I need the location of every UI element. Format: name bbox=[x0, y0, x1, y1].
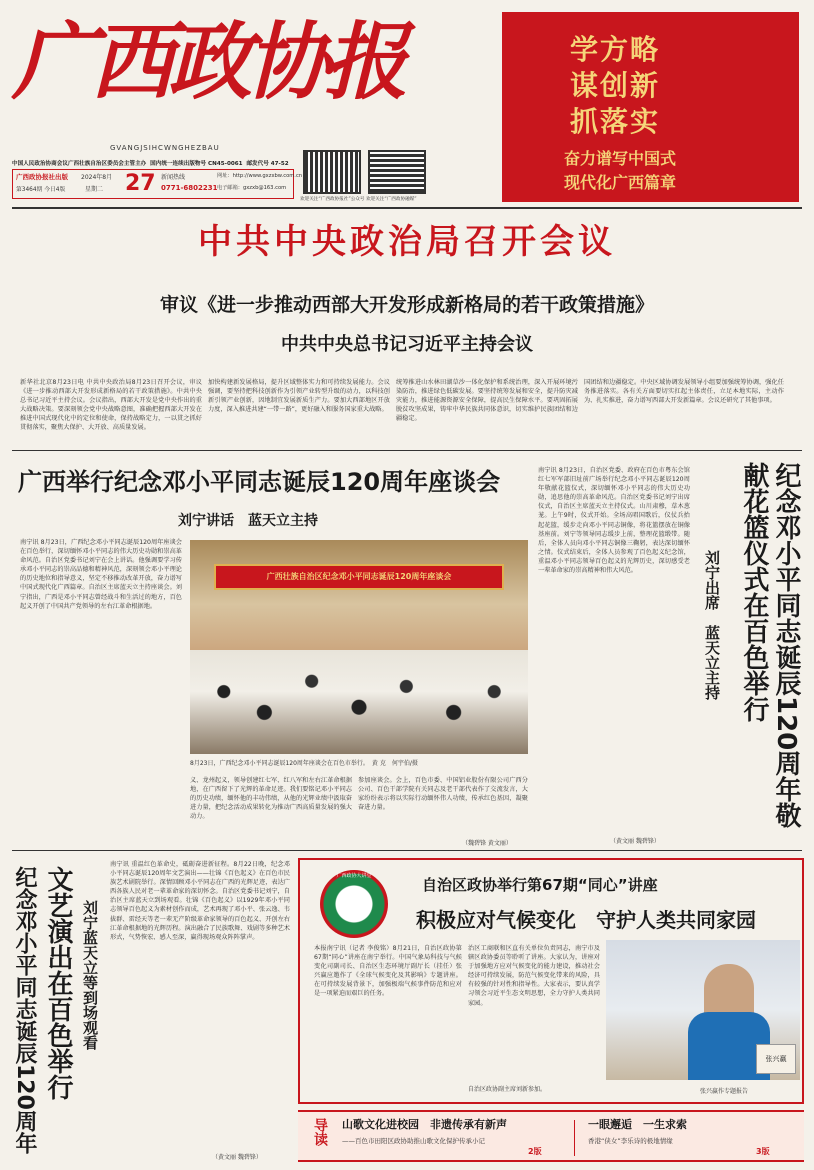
photo-banner bbox=[214, 564, 504, 590]
masthead-info-box bbox=[12, 169, 303, 199]
qr-code-icon bbox=[303, 150, 361, 194]
lead-headline: 中共中央政治局召开会议 bbox=[198, 222, 616, 262]
slogan-sub-1: 奋力谱写中国式 bbox=[564, 149, 677, 168]
article3-byline: （黄文丽 魏碧锋） bbox=[212, 1154, 262, 1161]
lead-body-col-2: 加快构建新发展格局，提升区域整体实力和可持续发展能力。会议强调，要坚持把科技创新作为引领产业转型升级的动力，以科技创新引领产业创新，因地制宜发展新质生产力。要加大西部地区开放力度，深入推进共建“一带一路”，更好融入和服务国家重大战略。 bbox=[208, 379, 390, 414]
article2-byline: （黄文丽 魏碧锋） bbox=[610, 838, 660, 845]
article3-headline: 文艺演出在百色举行 bbox=[43, 866, 73, 1100]
article4-headline: 积极应对气候变化 守护人类共同家园 bbox=[416, 908, 756, 932]
slogan-line-3: 抓落实 bbox=[570, 105, 661, 138]
article2-body: 南宁讯 8月23日，自治区党委、政府在百色市粤东会馆红七军军部旧址前广场举行纪念邓小平同志诞辰120周年敬献花篮仪式，深切缅怀邓小平同志的伟大历史功勋，追思他的崇高革命风范。自治区党委书记刘宁出席仪式，自治区主席蓝天立主持仪式。山川肃穆，草木葱茏。上午9时，仪式开始。全场高唱国歌后，仪仗兵抬起花篮，缓步走向邓小平同志铜像，将花篮摆放在铜像基座前。刘宁等领导同志缓步上前，整理花篮缎带。随后，全体人员向邓小平同志铜像三鞠躬，表达深切缅怀之情。仪式结束后，全体人员参观了百色起义纪念馆，重温邓小平同志领导百色起义的光辉历史，深切感受老一辈革命家的崇高精神和伟大风范。 bbox=[538, 467, 690, 575]
section-divider bbox=[12, 450, 802, 451]
slogan-line-2: 谋创新 bbox=[570, 69, 661, 102]
article3-kicker: 纪念邓小平同志诞辰120周年 bbox=[12, 866, 37, 1154]
email-address[interactable]: 电子邮箱：gxzxb@163.com bbox=[217, 185, 287, 191]
lead-body-col-3: 统筹推进山水林田湖草沙一体化保护和系统治理，深入开展环境污染防治，推进绿色低碳发展。要坚持统筹发展和安全，提升防灾减灾能力，推进能源资源安全保障，提高民生保障水平。要巩固拓展脱贫攻坚成果，铸牢中华民族共同体意识，切实维护民族团结和边疆稳定。 bbox=[396, 379, 578, 423]
lead-body-col-4: 国团结和边疆稳定。中央区域协调发展领导小组要加强统筹协调，强化任务推进落实。各有关方面要切实扛起主体责任，立足本地实际，主动作为、扎实推进，奋力谱写西部大开发新篇章。会议还研究了其他事项。 bbox=[584, 379, 784, 405]
web-url[interactable]: 网址：http://www.gxzxbw.com.cn bbox=[217, 173, 303, 179]
article4-kicker: 自治区政协举行第67期“同心”讲座 bbox=[422, 876, 658, 894]
issue-date: 2024年8月 bbox=[81, 174, 113, 181]
masthead-sponsor: 中国人民政治协商会议广西壮族自治区委员会主管主办 国内统一连续出版物号 CN45-0061 邮发代号 47-52 bbox=[12, 161, 289, 167]
hotline-label: 新闻热线 bbox=[161, 174, 186, 181]
guide-bar bbox=[298, 1110, 804, 1162]
lead-subhead: 审议《进一步推动西部大开发形成新格局的若干政策措施》 bbox=[159, 294, 654, 316]
article1-photo bbox=[190, 540, 528, 754]
article4-byline: 自治区政协副主席刘新参加。 bbox=[468, 1086, 547, 1093]
article1-photo-caption: 8月23日，广西纪念邓小平同志诞辰120周年座谈会在百色市举行。 黄 克 何宇伯/摄 bbox=[190, 760, 418, 767]
article1-body-col-1: 南宁讯 8月23日，广西纪念邓小平同志诞辰120周年座谈会在百色举行，深切缅怀邓小平同志的伟大历史功勋和崇高革命风范。自治区党委书记刘宁在会上讲话。他强调要学习传承邓小平同志的崇高品德和精神风范，深刻领会邓小平理论的历史地位和指导意义，坚定不移推动改革开放，奋力谱写中国式现代化广西篇章。自治区主席蓝天立主持座谈会。刘宁指出，广西是邓小平同志曾经战斗和生活过的地方，百色起义开创了中国共产党领导的左右江革命根据地。 bbox=[20, 539, 182, 610]
guide-divider bbox=[574, 1120, 575, 1156]
section-divider bbox=[12, 850, 802, 851]
lecture-logo bbox=[320, 870, 388, 938]
article1-subhead: 刘宁讲话 蓝天立主持 bbox=[178, 513, 318, 529]
issue-number: 第3464期 今日4版 bbox=[16, 187, 66, 193]
article1-body-col-3: 参加座谈会。会上，百色市委、中国铝业股份有限公司广西分公司、百色干部学院有关同志及老干部代表作了交流发言，大家纷纷表示将以实际行动缅怀伟人功绩，传承红色基因，凝聚奋进力量。 bbox=[358, 777, 528, 812]
edition-label: 广西政协报社出版 bbox=[16, 173, 68, 181]
guide-item-1-page: 2版 bbox=[528, 1147, 542, 1156]
photo-banner-text: 广西壮族自治区纪念邓小平同志诞辰120周年座谈会 bbox=[266, 572, 452, 581]
qr-code-icon bbox=[368, 150, 426, 194]
article4-body-col-1: 本报南宁讯（记者 李俊铭）8月21日，自治区政协第67期“同心”讲座在南宁举行。中国气象局科技与气候变化司副司长、自治区生态环境厅副厅长（挂任）张兴赢应邀作了《全球气候变化及其影响》专题讲座。在可持续发展背景下，加强极端气候事件防范和应对是一项紧迫而艰巨的任务。 bbox=[314, 945, 462, 998]
lead-body-col-1: 新华社北京8月23日电 中共中央政治局8月23日召开会议，审议《进一步推动西部大开发形成新格局的若干政策措施》。中共中央总书记习近平主持会议。会议指出，西部大开发是党中央作出的重大战略决策。要深刻领会党中央战略意图，准确把握西部大开发在推进中国式现代化中的定位和使命，保持战略定力，一以贯之抓好贯彻落实，聚焦大保护、大开放、高质量发展。 bbox=[20, 379, 202, 432]
article3-subhead: 刘宁蓝天立等到场观看 bbox=[81, 900, 99, 1050]
guide-item-2-sub: 香港“侠女”李乐诗的极地情缘 bbox=[588, 1137, 673, 1145]
article4-body-col-2: 治区工商联和区直有关单位负责同志，南宁市及辖区政协委员等聆听了讲座。大家认为，讲座对于加强地方应对气候变化的能力建设，推动社会经济可持续发展，防范气候变化带来的风险，具有较强的针对性和指导性。大家表示，要认真学习领会习近平生态文明思想，全力守护人类共同家园。 bbox=[468, 945, 600, 1007]
article3-body: 南宁讯 重温红色革命史，砥砺奋进新征程。8月22日晚，纪念邓小平同志诞辰120周年文艺演出——壮锦《百色起义》在百色市民族艺术剧院举行。深情回顾邓小平同志在广西的光辉足迹，表达广西各族人民对老一辈革命家的深切怀念。自治区党委书记刘宁，自治区主席蓝天立到场观看。壮锦《百色起义》以1929年邓小平同志领导百色起义为素材创作而成，艺术再现了邓小平、张云逸、韦拔群、雷经天等老一辈无产阶级革命家领导的百色起义、开创左右江革命根据地的光辉历程。演出融合了民族歌舞、戏剧等多种艺术形式，气势恢宏、感人至深，赢得现场观众阵阵掌声。 bbox=[110, 861, 290, 941]
qr-caption: 欢迎关注“广西政协报社”公众号 欢迎关注“广西政协融媒” bbox=[300, 197, 417, 202]
hotline-number: 0771-6802231 bbox=[161, 184, 218, 192]
article4-photo-caption: 张兴赢作专题报告 bbox=[700, 1088, 749, 1095]
guide-label: 导读 bbox=[312, 1118, 328, 1146]
guide-item-1[interactable] bbox=[342, 1116, 562, 1160]
slogan-sub-2: 现代化广西篇章 bbox=[564, 173, 677, 192]
issue-weekday: 星期二 bbox=[85, 186, 104, 193]
article1-byline: （魏碧锋 黄文丽） bbox=[462, 840, 512, 847]
name-plate bbox=[756, 1044, 796, 1074]
masthead-title: 广西政协报 bbox=[12, 12, 403, 111]
article2-headline: 纪念邓小平同志诞辰120周年敬献花篮仪式在百色举行 bbox=[739, 462, 801, 829]
masthead-divider bbox=[12, 207, 802, 209]
article1-body-col-2: 义、龙州起义，领导创建红七军、红八军和左右江革命根据地，在广西留下了光辉的革命足迹。我们要铭记邓小平同志的历史功绩，缅怀他的丰功伟绩，从他的光辉业绩中汲取奋进力量，把纪念活动成果转化为推动广西高质量发展的强大动力。 bbox=[190, 777, 352, 821]
slogan-box bbox=[502, 12, 799, 202]
guide-item-1-title: 山歌文化进校园 非遗传承有新声 bbox=[342, 1118, 507, 1131]
article1-headline: 广西举行纪念邓小平同志诞辰120周年座谈会 bbox=[18, 468, 501, 496]
photo-audience bbox=[190, 650, 528, 754]
article4-box bbox=[298, 858, 804, 1104]
issue-day: 27 bbox=[125, 171, 156, 196]
article2-subhead: 刘宁出席 蓝天立主持 bbox=[703, 550, 721, 700]
lecture-logo-text: 广西政协大讲堂 bbox=[336, 873, 372, 879]
slogan-line-1: 学方略 bbox=[570, 33, 661, 66]
guide-item-2[interactable] bbox=[588, 1116, 796, 1160]
guide-item-2-title: 一眼邂逅 一生求索 bbox=[588, 1118, 687, 1131]
guide-item-1-sub: ——百色市田阳区政协助推山歌文化保护传承小记 bbox=[342, 1137, 485, 1145]
article4-photo bbox=[606, 940, 800, 1080]
name-plate-text: 张兴赢 bbox=[765, 1055, 787, 1063]
lead-subhead-2: 中共中央总书记习近平主持会议 bbox=[281, 334, 533, 355]
guide-item-2-page: 3版 bbox=[756, 1147, 770, 1156]
masthead-pinyin: GVANGJSIHCWNGHEZBAU bbox=[110, 144, 220, 152]
